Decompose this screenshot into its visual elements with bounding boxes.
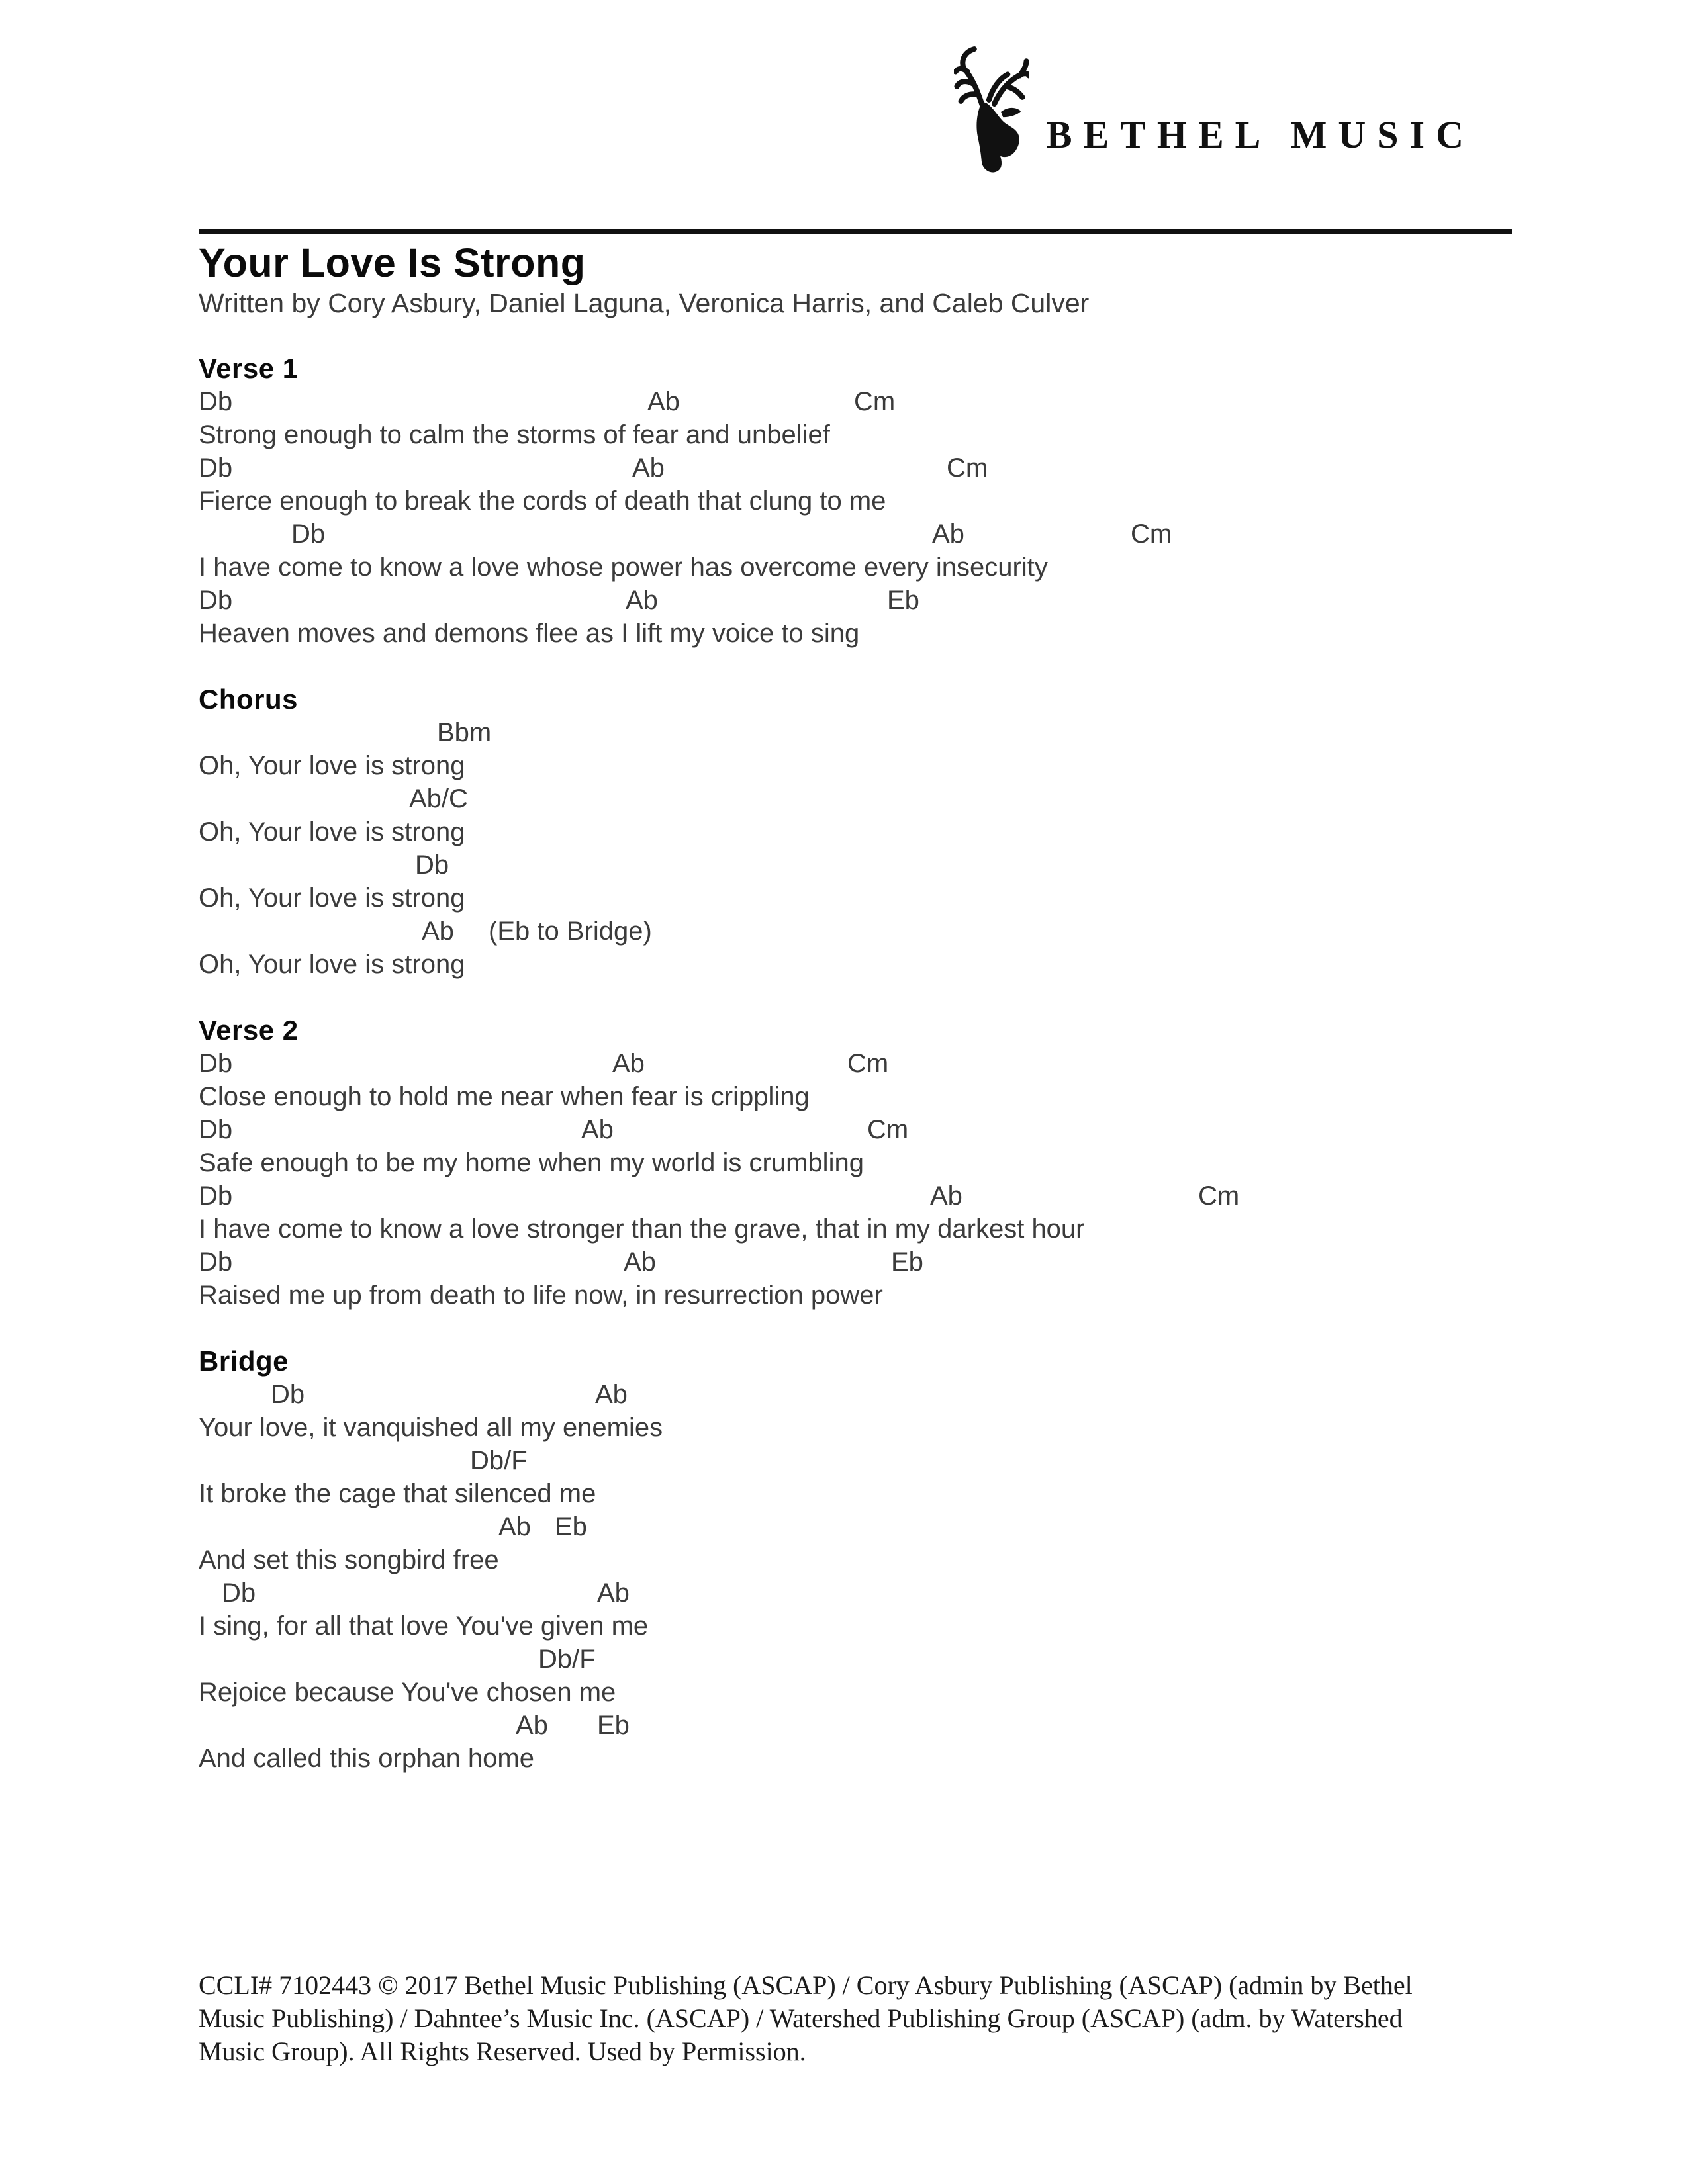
lyric-line: Oh, Your love is strong [199, 950, 465, 979]
divider-rule [199, 229, 1512, 234]
chord-line [199, 1246, 1523, 1279]
chord: Cm [867, 1115, 909, 1144]
chord: Cm [854, 387, 896, 416]
chord: (Eb to Bridge) [489, 917, 652, 946]
lyric-line: Raised me up from death to life now, in resurrection power [199, 1281, 883, 1310]
lyric-line: I have come to know a love whose power has overcome every insecurity [199, 553, 1048, 582]
chord-line [199, 451, 1523, 484]
chord-line [199, 1179, 1523, 1212]
chord: Db [222, 1578, 256, 1608]
chord: Ab [498, 1512, 531, 1541]
lyric-line: I have come to know a love stronger than the grave, that in my darkest hour [199, 1214, 1085, 1244]
chord-line [199, 518, 1523, 551]
song-byline: Written by Cory Asbury, Daniel Laguna, Veronica Harris, and Caleb Culver [199, 288, 1090, 318]
chord: Db/F [470, 1446, 528, 1475]
lyric-line: Fierce enough to break the cords of death that clung to me [199, 486, 886, 516]
song-sheet [199, 240, 1523, 1775]
chord: Db [199, 1115, 233, 1144]
copyright-footer [199, 1969, 1509, 2068]
chord: Ab [932, 520, 964, 549]
lyric-line: Oh, Your love is strong [199, 884, 465, 913]
chord: Ab [597, 1578, 630, 1608]
lyric-line: Oh, Your love is strong [199, 751, 465, 780]
chord-line [199, 848, 1523, 882]
chord: Ab [647, 387, 680, 416]
chord: Cm [947, 453, 988, 482]
chord-line [199, 782, 1523, 815]
song-section [199, 683, 1523, 981]
chord-line [199, 1047, 1523, 1080]
chord: Ab [581, 1115, 614, 1144]
chord: Db [199, 387, 233, 416]
chord: Ab [632, 453, 665, 482]
chord-line [199, 1576, 1523, 1610]
song-section [199, 1014, 1523, 1312]
chord: Ab [516, 1711, 548, 1740]
chord: Cm [1131, 520, 1172, 549]
footer-line: Music Group). All Rights Reserved. Used by Permission. [199, 2036, 806, 2066]
footer-line: Music Publishing) / Dahntee’s Music Inc. (ASCAP) / Watershed Publishing Group (ASCAP) (adm. by Watershed [199, 2003, 1403, 2033]
chord-line [199, 1378, 1523, 1411]
chord-line [199, 716, 1523, 749]
chord: Db [199, 1181, 233, 1210]
lyric-line: Your love, it vanquished all my enemies [199, 1413, 663, 1442]
chord-line [199, 1510, 1523, 1543]
chord-line [199, 584, 1523, 617]
chord: Db [271, 1380, 305, 1409]
chord-line [199, 1709, 1523, 1742]
song-section [199, 352, 1523, 650]
chord-line [199, 385, 1523, 418]
section-heading: Verse 1 [199, 353, 299, 384]
chord: Db [199, 586, 233, 615]
lyric-line: Heaven moves and demons flee as I lift my voice to sing [199, 619, 860, 648]
lyric-line: Close enough to hold me near when fear is crippling [199, 1082, 810, 1111]
chord-line [199, 1643, 1523, 1676]
section-heading: Chorus [199, 684, 298, 715]
chord: Eb [555, 1512, 587, 1541]
song-section [199, 1345, 1523, 1775]
chord: Db [415, 850, 449, 880]
chord-line [199, 1444, 1523, 1477]
chord-line [199, 915, 1523, 948]
chord: Db [199, 1049, 233, 1078]
lyric-line: Oh, Your love is strong [199, 817, 465, 846]
lyric-line: I sing, for all that love You've given me [199, 1612, 649, 1641]
footer-line: CCLI# 7102443 © 2017 Bethel Music Publishing (ASCAP) / Cory Asbury Publishing (ASCAP) (admin by Bethel [199, 1970, 1413, 2000]
lyric-line: It broke the cage that silenced me [199, 1479, 596, 1508]
lyric-line: Rejoice because You've chosen me [199, 1678, 616, 1707]
chord: Ab [595, 1380, 628, 1409]
chord: Cm [847, 1049, 889, 1078]
bethel-music-logo [954, 44, 1475, 175]
chord: Db [291, 520, 326, 549]
lyric-line: And set this songbird free [199, 1545, 499, 1574]
chord: Ab [422, 917, 454, 946]
lyric-line: Strong enough to calm the storms of fear and unbelief [199, 420, 830, 449]
chord: Cm [1198, 1181, 1240, 1210]
chord-line [199, 1113, 1523, 1146]
lyric-line: Safe enough to be my home when my world is crumbling [199, 1148, 864, 1177]
chord: Ab [612, 1049, 645, 1078]
chord: Db/F [538, 1645, 596, 1674]
chord: Eb [887, 586, 919, 615]
section-heading: Verse 2 [199, 1015, 299, 1046]
chord: Ab [930, 1181, 962, 1210]
chord: Ab [624, 1248, 656, 1277]
section-heading: Bridge [199, 1345, 289, 1377]
song-body [199, 352, 1523, 1775]
chord: Eb [891, 1248, 923, 1277]
chord: Bbm [437, 718, 492, 747]
brand-name: BETHEL MUSIC [1046, 113, 1475, 156]
song-title: Your Love Is Strong [199, 240, 586, 285]
chord: Ab [626, 586, 658, 615]
chord: Eb [597, 1711, 630, 1740]
chord: Db [199, 1248, 233, 1277]
deer-icon [954, 44, 1029, 175]
chord: Ab/C [409, 784, 468, 813]
lyric-line: And called this orphan home [199, 1744, 534, 1773]
chord: Db [199, 453, 233, 482]
